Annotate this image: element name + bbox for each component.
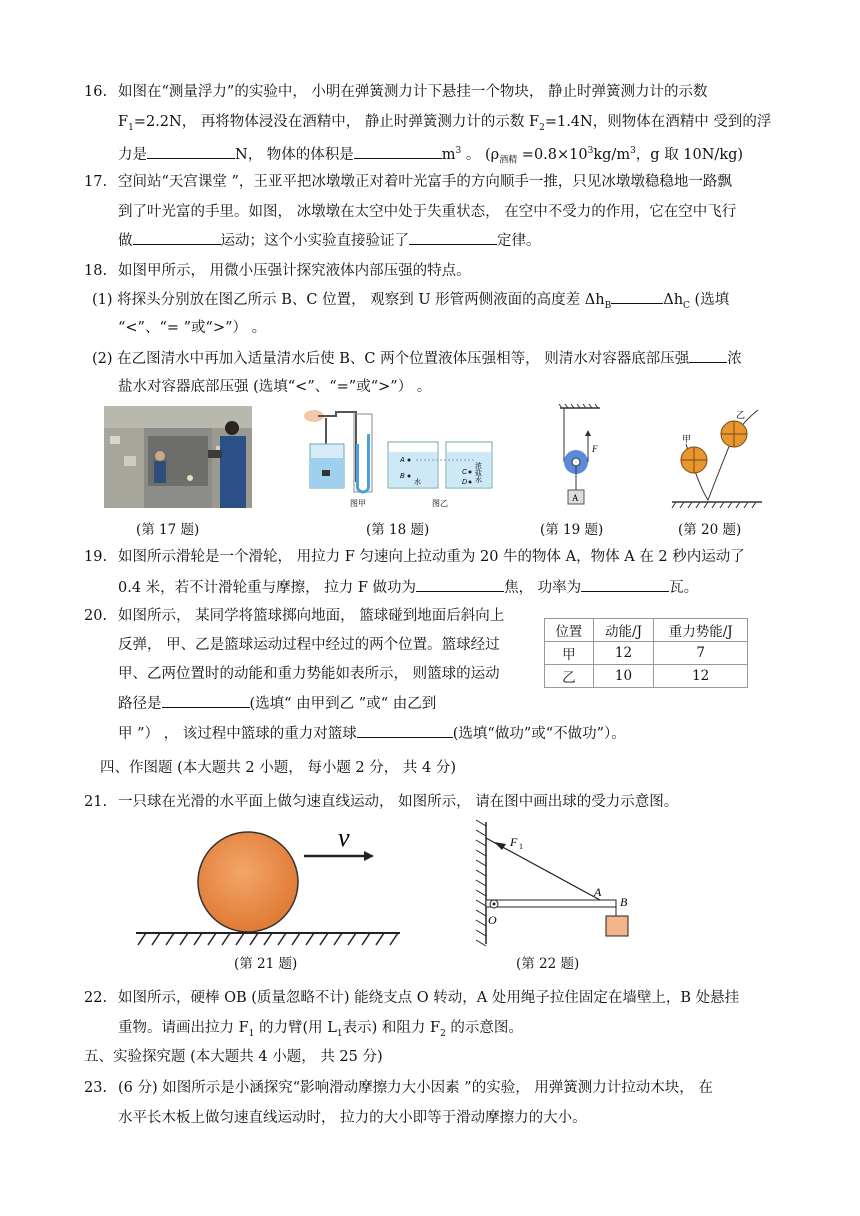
caption-18: (第 18 题) bbox=[366, 522, 430, 538]
svg-text:D: D bbox=[462, 479, 468, 486]
label-yi: 图乙 bbox=[432, 499, 448, 508]
answer-blank[interactable] bbox=[147, 144, 235, 159]
q18-part1: (1) 将探头分别放在图乙所示 B、C 位置， 观察到 U 形管两侧液面的高度差 $\Delta h_B$ $\Delta h_C$ (选填 bbox=[92, 289, 729, 316]
caption-20: (第 20 题) bbox=[678, 522, 742, 538]
caption-22: (第 22 题) bbox=[516, 956, 580, 972]
q20-line3: 甲、乙两位置时的动能和重力势能如表所示， 则篮球的运动 bbox=[118, 666, 500, 682]
svg-text:B: B bbox=[400, 473, 405, 480]
q21-line1: 一只球在光滑的水平面上做匀速直线运动， 如图所示， 请在图中画出球的受力示意图。 bbox=[118, 794, 679, 810]
svg-text:F: F bbox=[510, 835, 518, 849]
q16-line1: 如图在“测量浮力”的实验中， 小明在弹簧测力计下悬挂一个物块， 静止时弹簧测力计的示数 bbox=[118, 84, 708, 100]
q18-part2: (2) 在乙图清水中再加入适量清水后使 B、C 两个位置液体压强相等， 则清水对容器底部压强 浓 bbox=[92, 348, 742, 369]
svg-text:B: B bbox=[620, 895, 628, 909]
q19-number: 19. bbox=[84, 549, 108, 565]
ball-figure bbox=[134, 820, 404, 950]
answer-blank[interactable] bbox=[416, 577, 504, 592]
q22-line1: 如图所示，硬棒 OB (质量忽略不计) 能绕支点 O 转动，A 处用绳子拉住固定在墙壁上，B 处悬挂 bbox=[118, 990, 740, 1006]
label-jia: 图甲 bbox=[350, 499, 366, 508]
svg-text:1: 1 bbox=[519, 842, 523, 851]
q18-part2-line2: 盐水对容器底部压强 (选填“<”、“=”或“>”） 。 bbox=[118, 379, 432, 395]
svg-text:O: O bbox=[488, 913, 497, 927]
q20-line1: 如图所示， 某同学将篮球掷向地面， 篮球碰到地面后斜向上 bbox=[118, 608, 505, 624]
table-cell: 乙 bbox=[545, 665, 594, 688]
table-cell: 12 bbox=[593, 642, 654, 665]
q23-line1: (6 分) 如图所示是小涵探究“影响滑动摩擦力大小因素 ”的实验， 用弹簧测力计拉动木块， 在 bbox=[118, 1080, 713, 1096]
svg-text:A: A bbox=[400, 457, 405, 464]
svg-text:C: C bbox=[462, 469, 468, 476]
table-row bbox=[545, 665, 748, 688]
q20-line5: 甲 ”） ， 该过程中篮球的重力对篮球 (选填“做功”或“不做功”）。 bbox=[118, 723, 626, 744]
answer-blank[interactable] bbox=[409, 230, 497, 245]
pressure-gauge-figure bbox=[296, 404, 496, 512]
q16-number: 16. bbox=[84, 84, 108, 100]
table-cell: 10 bbox=[593, 665, 654, 688]
q18-part1-options: “<”、“= ”或“>”） 。 bbox=[118, 320, 267, 336]
q20-number: 20. bbox=[84, 608, 108, 624]
velocity-label: v bbox=[338, 823, 350, 852]
section-4-heading: 四、作图题 (本大题共 2 小题， 每小题 2 分， 共 4 分) bbox=[100, 760, 456, 776]
q20-line2: 反弹， 甲、乙是篮球运动过程中经过的两个位置。篮球经过 bbox=[118, 637, 500, 653]
q19-line2: 0.4 米，若不计滑轮重与摩擦， 拉力 F 做功为 焦， 功率为 瓦。 bbox=[118, 577, 698, 598]
q17-line3: 做 运动；这个小实验直接验证了 定律。 bbox=[118, 230, 541, 251]
basketball-figure bbox=[668, 404, 766, 512]
q16-line2: $F_1=2.2N$， 再将物体浸没在酒精中， 静止时弹簧测力计的示数 $F_2=1.4N$，则物体在酒精中 受到的浮 bbox=[118, 114, 772, 133]
table-header-row bbox=[545, 619, 748, 642]
q17-number: 17. bbox=[84, 174, 108, 190]
table-cell: 甲 bbox=[545, 642, 594, 665]
svg-text:水: 水 bbox=[414, 479, 421, 486]
q21-number: 21. bbox=[84, 794, 108, 810]
table-cell: 12 bbox=[654, 665, 748, 688]
answer-blank[interactable] bbox=[162, 693, 250, 708]
svg-text:F: F bbox=[592, 444, 598, 454]
table-header: 位置 bbox=[545, 619, 594, 642]
caption-21: (第 21 题) bbox=[234, 956, 298, 972]
pulley-figure bbox=[556, 404, 606, 512]
q16-line3: 力是 N， 物体的体积是 $m^3$ 。 ($\rho_{酒精} =0.8\times 10^3kg/m^3$，g 取 10N/kg) bbox=[118, 141, 743, 171]
q18-number: 18. bbox=[84, 263, 108, 279]
q18-line1: 如图甲所示， 用微小压强计探究液体内部压强的特点。 bbox=[118, 263, 471, 279]
lever-figure bbox=[472, 818, 642, 948]
q23-number: 23. bbox=[84, 1080, 108, 1096]
answer-blank[interactable] bbox=[689, 348, 727, 363]
caption-19: (第 19 题) bbox=[540, 522, 604, 538]
q17-line2: 到了叶光富的手里。如图， 冰墩墩在太空中处于失重状态， 在空中不受力的作用，它在空中飞行 bbox=[118, 204, 737, 220]
svg-text:A: A bbox=[572, 493, 579, 503]
svg-text:浓盐水: 浓盐水 bbox=[474, 462, 482, 483]
answer-blank[interactable] bbox=[611, 289, 663, 304]
q23-line2: 水平长木板上做匀速直线运动时， 拉力的大小即等于滑动摩擦力的大小。 bbox=[118, 1110, 587, 1126]
table-header: 动能/J bbox=[593, 619, 654, 642]
q22-line2: 重物。请画出拉力 $F_1$ 的力臂(用 $L_1$表示) 和阻力 $F_2$ 的示意图。 bbox=[118, 1020, 523, 1039]
answer-blank[interactable] bbox=[354, 144, 442, 159]
q17-line1: 空间站“天宫课堂 ”，王亚平把冰墩墩正对着叶光富手的方向顺手一推，只见冰墩墩稳稳地一路飘 bbox=[118, 174, 732, 190]
q19-line1: 如图所示滑轮是一个滑轮， 用拉力 F 匀速向上拉动重为 20 牛的物体 A，物体 A 在 2 秒内运动了 bbox=[118, 549, 745, 565]
svg-text:甲: 甲 bbox=[682, 434, 692, 444]
section-5-heading: 五、实验探究题 (本大题共 4 小题， 共 25 分) bbox=[84, 1049, 383, 1065]
svg-text:乙: 乙 bbox=[736, 410, 746, 420]
q20-line4: 路径是 (选填“ 由甲到乙 ”或“ 由乙到 bbox=[118, 693, 436, 714]
table-cell: 7 bbox=[654, 642, 748, 665]
energy-table bbox=[544, 618, 748, 688]
caption-17: (第 17 题) bbox=[136, 522, 200, 538]
answer-blank[interactable] bbox=[133, 230, 221, 245]
answer-blank[interactable] bbox=[581, 577, 669, 592]
q22-number: 22. bbox=[84, 990, 108, 1006]
table-row bbox=[545, 642, 748, 665]
svg-text:A: A bbox=[594, 885, 602, 899]
table-header: 重力势能/J bbox=[654, 619, 748, 642]
answer-blank[interactable] bbox=[357, 723, 453, 738]
space-station-photo bbox=[104, 406, 252, 508]
